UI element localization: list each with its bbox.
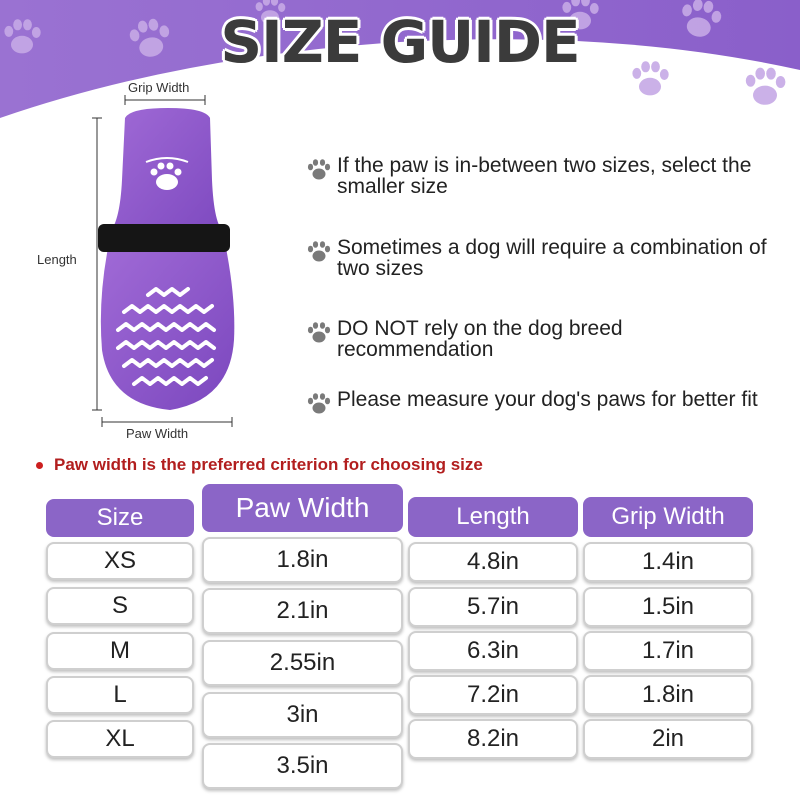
header-grip-width: Grip Width: [583, 497, 753, 537]
paw-width-cell: 3.5in: [202, 743, 403, 789]
paw-width-cell: 2.1in: [202, 588, 403, 634]
size-cell: L: [46, 676, 194, 714]
grip-width-cell: 1.7in: [583, 631, 753, 671]
paw-width-cell: 1.8in: [202, 537, 403, 583]
header-paw-width: Paw Width: [202, 484, 403, 532]
grip-width-label: Grip Width: [128, 80, 190, 95]
tip-text: If the paw is in-between two sizes, select the smaller size: [337, 154, 752, 198]
length-cell: 5.7in: [408, 587, 578, 627]
length-cell: 6.3in: [408, 631, 578, 671]
paw-print-icon: [306, 239, 332, 265]
tip-text: Please measure your dog's paws for better fit: [337, 388, 758, 411]
paw-width-cell: 3in: [202, 692, 403, 738]
tip-text: DO NOT rely on the dog breed recommendation: [337, 317, 623, 361]
grip-width-cell: 1.4in: [583, 542, 753, 582]
paw-width-label: Paw Width: [126, 426, 189, 441]
length-cell: 8.2in: [408, 719, 578, 759]
size-note-text: Paw width is the preferred criterion for choosing size: [54, 455, 483, 474]
grip-width-cell: 2in: [583, 719, 753, 759]
bullet-dot-icon: [36, 462, 43, 469]
paw-width-cell: 2.55in: [202, 640, 403, 686]
size-note: [36, 455, 483, 475]
length-label: Length: [37, 252, 77, 267]
grip-width-cell: 1.5in: [583, 587, 753, 627]
length-cell: 7.2in: [408, 675, 578, 715]
header-length: Length: [408, 497, 578, 537]
size-cell: XS: [46, 542, 194, 580]
paw-print-icon: [306, 320, 332, 346]
header-size: Size: [46, 499, 194, 537]
page-title: SIZE GUIDE: [220, 8, 580, 76]
paw-print-icon: [306, 391, 332, 417]
size-cell: XL: [46, 720, 194, 758]
grip-width-cell: 1.8in: [583, 675, 753, 715]
size-cell: S: [46, 587, 194, 625]
size-cell: M: [46, 632, 194, 670]
length-cell: 4.8in: [408, 542, 578, 582]
paw-print-icon: [306, 157, 332, 183]
tip-text: Sometimes a dog will require a combination of two sizes: [337, 236, 767, 280]
